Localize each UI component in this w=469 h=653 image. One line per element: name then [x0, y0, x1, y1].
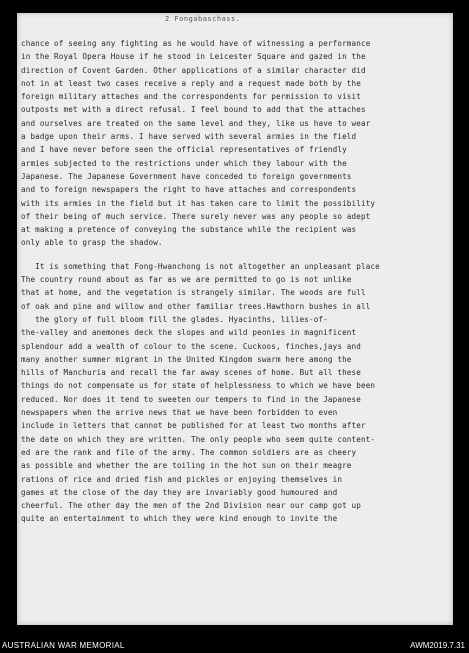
text-line: of their being of much service. There surely never was any people so adept	[21, 211, 371, 221]
page-header: 2 Fongabaschass.	[165, 15, 241, 23]
text-line: games at the close of the day they are invariably good humoured and	[21, 487, 338, 497]
text-line: things do not compensate us for state of helplessness to which we have been	[21, 381, 376, 391]
text-line: in the Royal Opera House if he stood in Leicester Square and gazed in the	[21, 52, 366, 62]
text-line: as possible and whether the are toiling in the hot sun on their meagre	[21, 461, 352, 471]
text-line: the glory of full bloom fill the glades. Hyacinths, lilies-of-	[21, 314, 328, 324]
text-line: the-valley and anemones deck the slopes and wild peonies in magnificent	[21, 328, 357, 338]
text-line: armies subjected to the restrictions under which they labour with the	[21, 158, 347, 168]
text-line: ed are the rank and file of the army. The common soldiers are as cheery	[21, 447, 357, 457]
text-line: only able to grasp the shadow.	[21, 238, 163, 248]
document-body	[21, 37, 449, 526]
text-line: rations of rice and dried fish and pickles or enjoying themselves in	[21, 474, 343, 484]
paragraph-gap	[21, 250, 449, 260]
text-line: newspapers when the arrive news that we have been forbidden to even	[21, 408, 338, 418]
text-line: not in at least two cases receive a reply and a request made both by the	[21, 78, 361, 88]
document-page	[17, 13, 453, 625]
text-line: at making a pretence of conveying the substance while the recipient was	[21, 225, 357, 235]
text-line: and ourselves are treated on the same level and they, like us have to wear	[21, 118, 371, 128]
text-line: The country round about as far as we are permitted to go is not unlike	[21, 275, 352, 285]
text-line: hills of Manchuria and recall the far away scenes of home. But all these	[21, 368, 361, 378]
text-line: the date on which they are written. The only people who seem quite content-	[21, 434, 376, 444]
text-line: that at home, and the vegetation is strangely similar. The woods are full	[21, 288, 366, 298]
text-line: quite an entertainment to which they were kind enough to invite the	[21, 514, 338, 524]
text-line: cheerful. The other day the men of the 2nd Division near our camp got up	[21, 501, 361, 511]
text-line: include in letters that cannot be published for at least two months after	[21, 421, 366, 431]
text-line: outposts met with a direct refusal. I feel bound to add that the attaches	[21, 105, 366, 115]
text-line: foreign military attaches and the correspondents for permission to visit	[21, 92, 361, 102]
text-line: splendour add a wealth of colour to the scene. Cuckoos, finches,jays and	[21, 341, 361, 351]
accession-number: AWM2019.7.31	[410, 641, 465, 650]
text-line: and to foreign newspapers the right to have attaches and correspondents	[21, 185, 357, 195]
archive-name: AUSTRALIAN WAR MEMORIAL	[2, 641, 125, 650]
text-line: with its armies in the field but it has taken care to limit the possibility	[21, 198, 376, 208]
text-line: many another summer migrant in the United Kingdom swarm here among the	[21, 354, 352, 364]
paragraph	[21, 260, 449, 526]
archive-footer	[0, 639, 469, 653]
text-line: and I have never before seen the official representatives of friendly	[21, 145, 347, 155]
text-line: It is something that Fong-Hwanchong is not altogether an unpleasant place	[21, 261, 380, 271]
paragraph	[21, 37, 449, 250]
text-line: chance of seeing any fighting as he would have of witnessing a performance	[21, 39, 371, 48]
text-line: of oak and pine and willow and other familiar trees.Hawthorn bushes in all	[21, 301, 371, 311]
text-line: direction of Covent Garden. Other applications of a similar character did	[21, 65, 366, 75]
text-line: Japanese. The Japanese Government have conceded to foreign governments	[21, 171, 352, 181]
text-line: reduced. Nor does it tend to sweeten our tempers to find in the Japanese	[21, 394, 361, 404]
text-line: a badge upon their arms. I have served with several armies in the field	[21, 132, 357, 142]
